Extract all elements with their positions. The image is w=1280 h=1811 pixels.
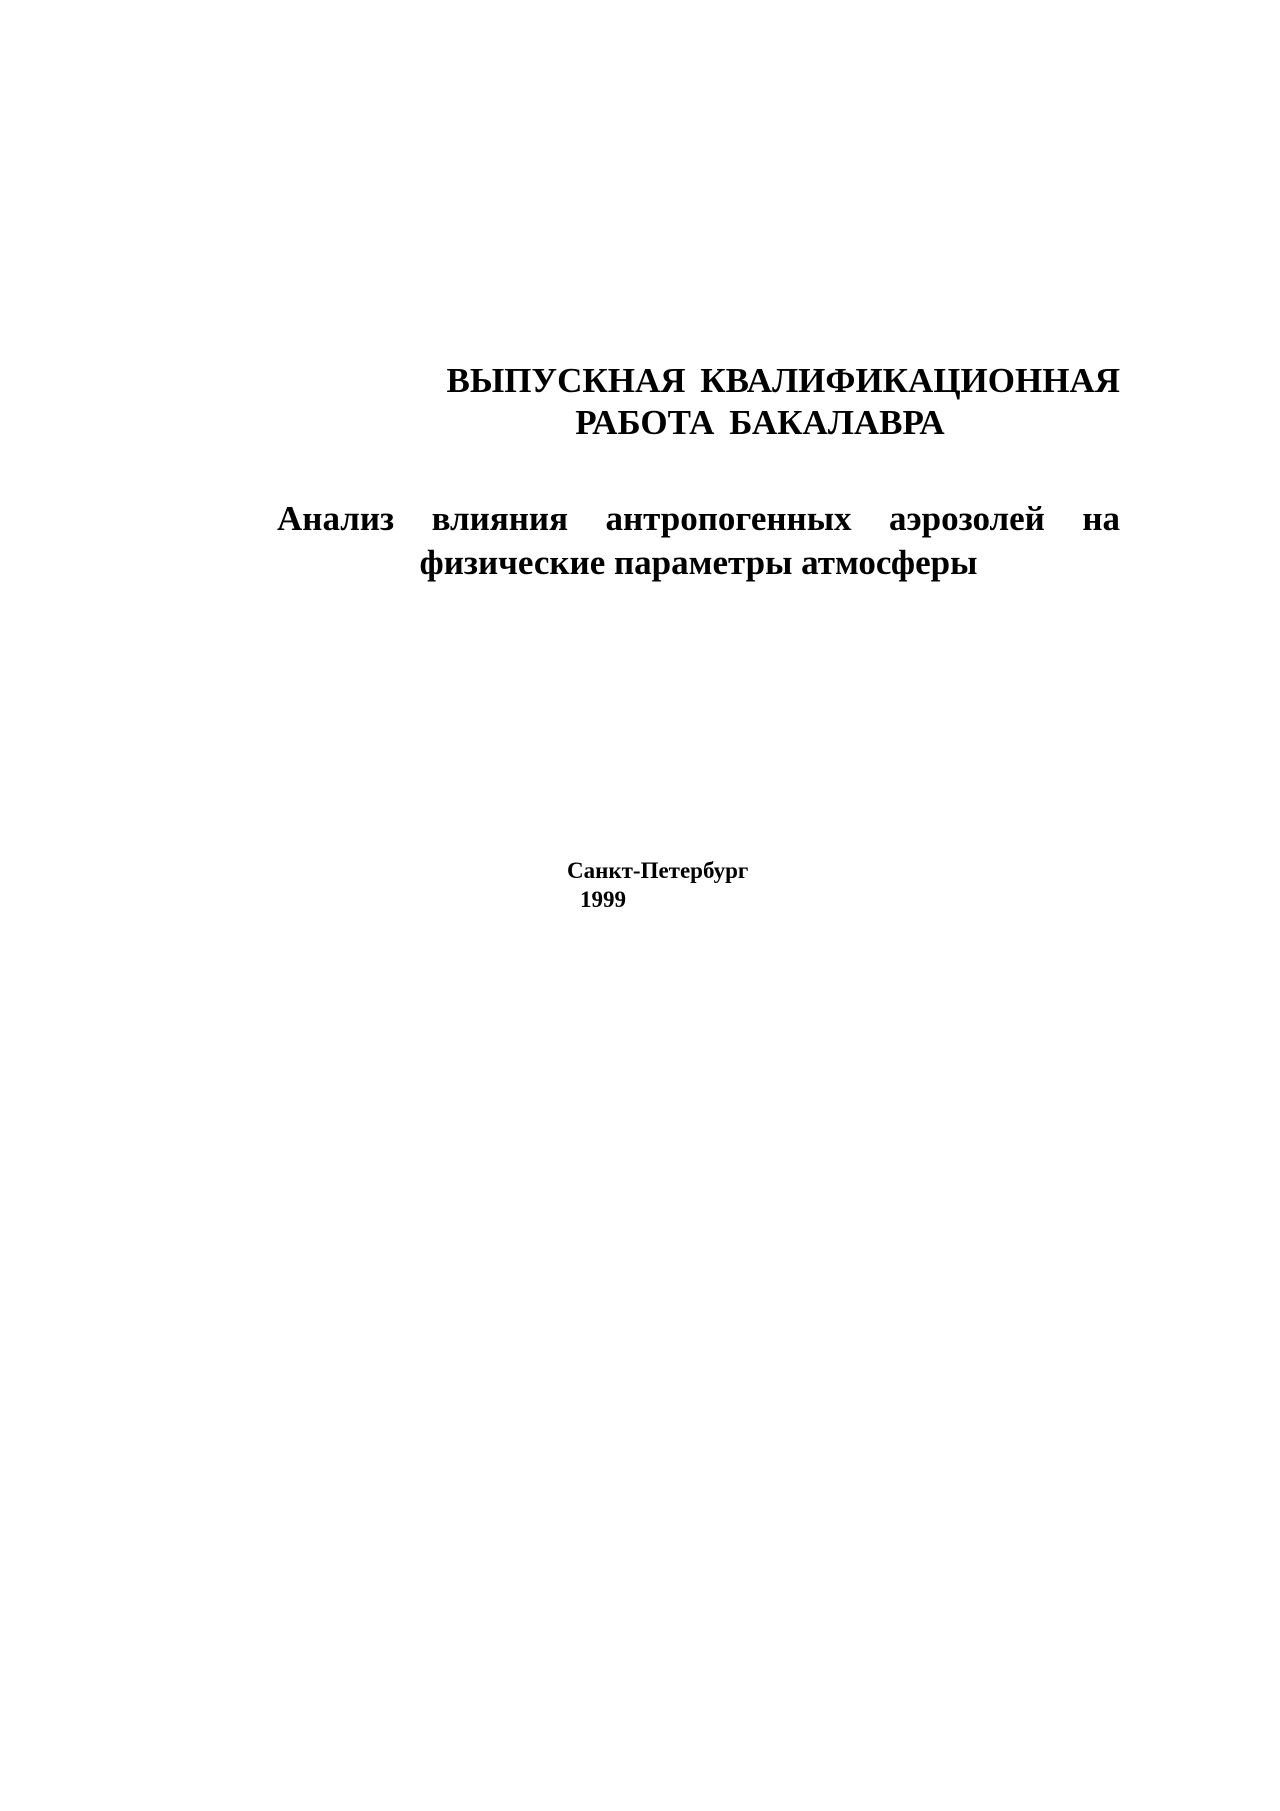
year-label: 1999	[580, 887, 626, 912]
thesis-type-line-2: РАБОТА БАКАЛАВРА	[575, 403, 945, 442]
thesis-type-line-1: ВЫПУСКНАЯ КВАЛИФИКАЦИОННАЯ	[446, 361, 1120, 400]
city-label: Санкт-Петербург	[567, 858, 749, 883]
thesis-title	[277, 497, 1120, 585]
thesis-title-line-2: физические параметры атмосферы	[419, 543, 978, 582]
thesis-type-heading	[360, 360, 1120, 444]
thesis-title-line-1: Анализ влияния антропогенных аэрозолей на	[277, 499, 1120, 538]
